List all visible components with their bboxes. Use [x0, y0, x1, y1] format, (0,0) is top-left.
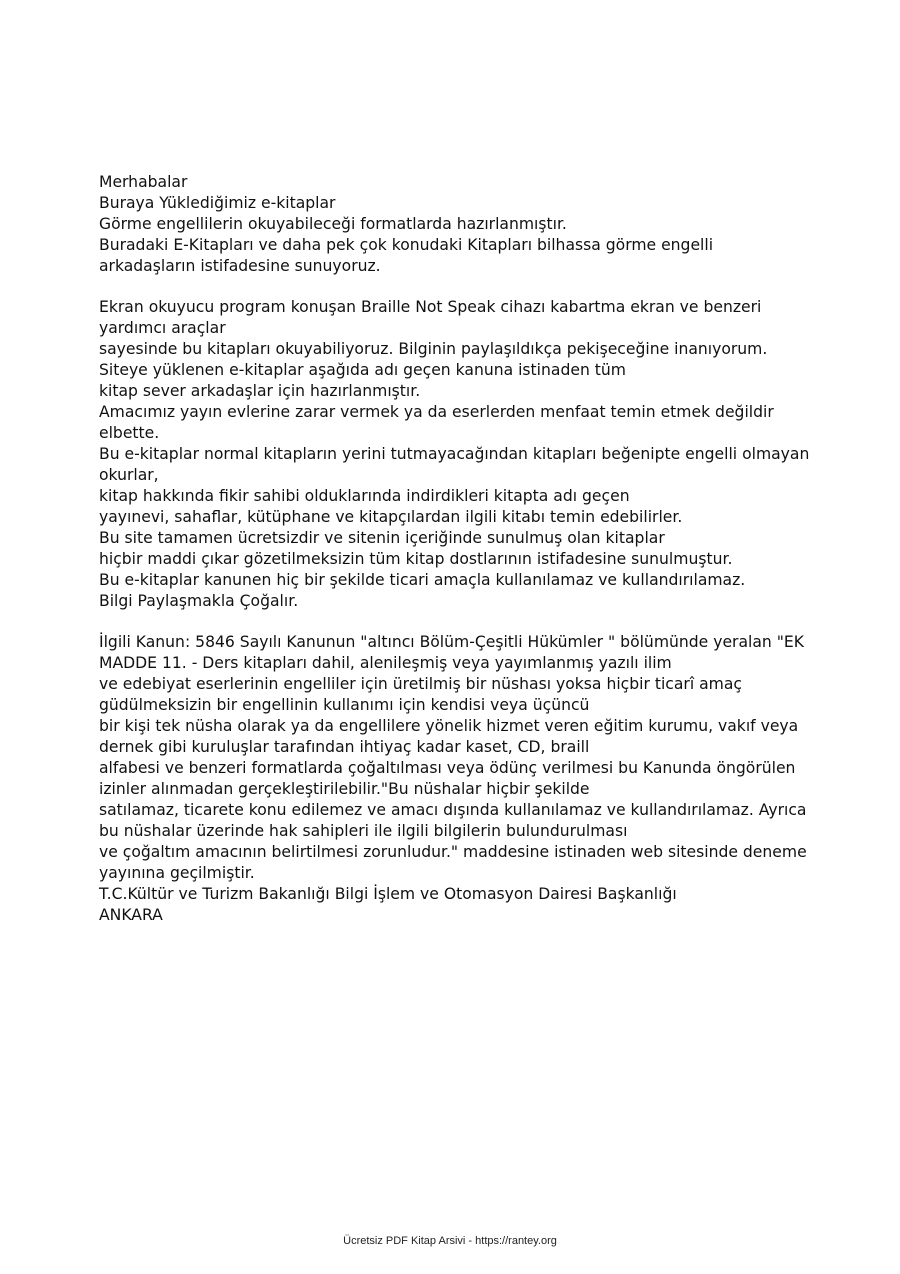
- text-line: elbette.: [99, 424, 160, 442]
- text-line: ve edebiyat eserlerinin engelliler için üretilmiş bir nüshası yoksa hiçbir ticarî amaç: [99, 675, 742, 693]
- text-line: bu nüshalar üzerinde hak sahipleri ile ilgili bilgilerin bulundurulması: [99, 822, 628, 840]
- paragraph-greeting: [99, 172, 859, 277]
- text-line: ANKARA: [99, 906, 163, 924]
- paragraph-law: [99, 632, 859, 926]
- text-line: hiçbir maddi çıkar gözetilmeksizin tüm kitap dostlarının istifadesine sunulmuştur.: [99, 550, 733, 568]
- text-line: kitap sever arkadaşlar için hazırlanmıştır.: [99, 382, 421, 400]
- text-line: bir kişi tek nüsha olarak ya da engellilere yönelik hizmet veren eğitim kurumu, vakıf veya: [99, 717, 799, 735]
- text-line: Ekran okuyucu program konuşan Braille Not Speak cihazı kabartma ekran ve benzeri: [99, 298, 762, 316]
- text-line: Görme engellilerin okuyabileceği formatlarda hazırlanmıştır.: [99, 215, 567, 233]
- text-line: T.C.Kültür ve Turizm Bakanlığı Bilgi İşlem ve Otomasyon Dairesi Başkanlığı: [99, 885, 677, 903]
- document-body: [99, 172, 859, 946]
- text-line: Bilgi Paylaşmakla Çoğalır.: [99, 592, 299, 610]
- text-line: okurlar,: [99, 466, 159, 484]
- text-line: Merhabalar: [99, 173, 188, 191]
- text-line: dernek gibi kuruluşlar tarafından ihtiyaç kadar kaset, CD, braill: [99, 738, 590, 756]
- text-line: arkadaşların istifadesine sunuyoruz.: [99, 257, 381, 275]
- text-line: Siteye yüklenen e-kitaplar aşağıda adı geçen kanuna istinaden tüm: [99, 361, 626, 379]
- text-line: Bu e-kitaplar kanunen hiç bir şekilde ticari amaçla kullanılamaz ve kullandırılamaz.: [99, 571, 746, 589]
- text-line: Buraya Yüklediğimiz e-kitaplar: [99, 194, 336, 212]
- text-line: Buradaki E-Kitapları ve daha pek çok konudaki Kitapları bilhassa görme engelli: [99, 236, 714, 254]
- text-line: ve çoğaltım amacının belirtilmesi zorunludur." maddesine istinaden web sitesinde deneme: [99, 843, 807, 861]
- text-line: Bu site tamamen ücretsizdir ve sitenin içeriğinde sunulmuş olan kitaplar: [99, 529, 665, 547]
- page-footer: Ücretsiz PDF Kitap Arsivi - https://rantey.org: [343, 1235, 557, 1247]
- text-line: satılamaz, ticarete konu edilemez ve amacı dışında kullanılamaz ve kullandırılamaz. Ayrıca: [99, 801, 807, 819]
- text-line: güdülmeksizin bir engellinin kullanımı için kendisi veya üçüncü: [99, 696, 590, 714]
- text-line: izinler alınmadan gerçekleştirilebilir."Bu nüshalar hiçbir şekilde: [99, 780, 590, 798]
- text-line: sayesinde bu kitapları okuyabiliyoruz. Bilginin paylaşıldıkça pekişeceğine inanıyorum.: [99, 340, 768, 358]
- text-line: alfabesi ve benzeri formatlarda çoğaltılması veya ödünç verilmesi bu Kanunda öngörülen: [99, 759, 796, 777]
- paragraph-purpose: [99, 297, 859, 612]
- text-line: yayınına geçilmiştir.: [99, 864, 255, 882]
- text-line: yardımcı araçlar: [99, 319, 226, 337]
- text-line: İlgili Kanun: 5846 Sayılı Kanunun "altıncı Bölüm-Çeşitli Hükümler " bölümünde yeralan "EK: [99, 633, 804, 651]
- text-line: Amacımız yayın evlerine zarar vermek ya da eserlerden menfaat temin etmek değildir: [99, 403, 774, 421]
- text-line: yayınevi, sahaflar, kütüphane ve kitapçılardan ilgili kitabı temin edebilirler.: [99, 508, 683, 526]
- text-line: kitap hakkında fikir sahibi olduklarında indirdikleri kitapta adı geçen: [99, 487, 630, 505]
- text-line: MADDE 11. - Ders kitapları dahil, alenileşmiş veya yayımlanmış yazılı ilim: [99, 654, 672, 672]
- text-line: Bu e-kitaplar normal kitapların yerini tutmayacağından kitapları beğenipte engelli olmayan: [99, 445, 810, 463]
